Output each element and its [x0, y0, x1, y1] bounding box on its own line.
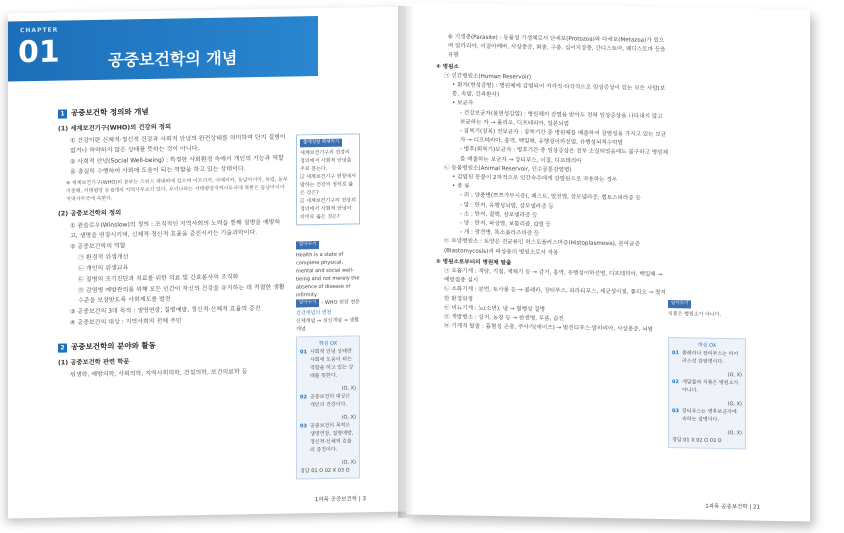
right-text-line: ㉡ 소화기계 : 분변, 토사물 등 → 콜레라, 장티푸스, 파라티푸스, 세균성이질, 폴리오 → 철저한 환경위생 [444, 286, 666, 303]
section-2-heading [58, 339, 288, 353]
chapter-title: 공중보건학의 개념 [108, 48, 238, 70]
subsection-related-fields: (1) 공중보건학 관련 학문 [58, 358, 130, 367]
right-quiz-ox-2: (O, X) [727, 401, 742, 408]
side-exam-trend [296, 133, 360, 225]
side-health-tag: 알아두기 [296, 241, 319, 249]
right-text-line: • 감염된 동물이 2차적으로 인간숙주에게 감염원으로 작용하는 경우 [452, 174, 618, 184]
right-quiz-item-1: 01 콜레라나 장티푸스는 바이러스성 감염병이다. [672, 350, 739, 366]
left-main-column [58, 105, 288, 382]
right-text-line: - 개 : 광견병, 톡소플라즈마증 등 [460, 229, 540, 238]
def-item-8: ④ 공중보건의 대상 : 지역사회의 전체 주민 [70, 317, 182, 327]
section-2-title: 공중보건학의 분야와 활동 [71, 340, 156, 352]
side-concept-tag: 알아두기 [296, 299, 319, 307]
chapter-label: CHAPTER [20, 26, 59, 35]
side-health-concept [296, 297, 360, 333]
left-page-footer: 1과목 공중보건학 | 3 [314, 496, 366, 504]
right-quiz-ox-3: (O, X) [727, 430, 742, 437]
right-text-line: ㉡ 동물병원소(Animal Reservoir, 인수공통감염병) [444, 164, 572, 174]
def-item-5: ㉢ 질병의 조기진단과 치료를 위한 의료 및 간호봉사의 조직화 [78, 273, 239, 284]
left-quiz-ox-2: (O, X) [341, 414, 356, 421]
side-exam-check-2: ☑ 세계보건기구의 건강의 정의에서 사회적 안녕의 의미로 옳은 것은? [300, 197, 356, 221]
chapter-number: 01 [18, 34, 60, 71]
side-exam-check-1: ☑ 세계보건기구 헌장에서 말하는 건강의 정의로 옳은 것은? [300, 173, 356, 197]
right-text-line: ㉢ 비뇨기계 : 뇨(소변), 냉 → 혈행성 질병 [444, 305, 546, 313]
right-text-line: ㉤ 기계적 탈출 : 흡혈성 곤충, 주사기(에이즈) → 발진티푸스·말라리아, 사상충증, 뇌염 [444, 323, 653, 334]
side-health-text: Health is a state of complete physical, mental and social well-being and not merely the absence of disease or infirmity. [296, 251, 360, 299]
right-side-note-text: 식품은 병원소가 아니다. [668, 311, 722, 318]
left-quiz-ox-1: (O, X) [341, 385, 356, 392]
right-quiz-item-2: 02 개달물과 식품은 병원소가 아니다. [672, 379, 739, 394]
right-text-line: - 쥐 : 양충병(쯔쯔가무시증), 페스트, 발진열, 살모넬라증, 렙토스피라증 등 [460, 192, 641, 203]
left-quiz-answer: 정답 01 O 02 X 03 O [300, 467, 350, 475]
right-text-line: - 양 : 탄저, 파상열, 보툴리즘, Q열 등 [460, 220, 551, 229]
right-text-line: • 보균자 [452, 100, 474, 108]
right-text-line: - 말 : 탄저, 유행성뇌염, 살모넬라증 등 [460, 202, 554, 210]
right-text-line: ㉢ 토양병원소 : 토양은 진균류인 히스토플라스마증(Histoplasmosis), 분아균증(Blastomycosis)과 파상풍의 병원소로서 작용 [444, 238, 640, 256]
left-quiz-ox-3: (O, X) [341, 459, 356, 466]
left-page [8, 7, 406, 519]
side-exam-trend-text: 세계보건기구의 건강의 정의에서 사회적 안녕을 주로 묻는다. [300, 149, 352, 173]
related-fields-text: 위생학, 예방의학, 사회의학, 지역사회의학, 건설의학, 보건의료학 등 [70, 368, 248, 379]
side-concept-text: 신체개념 → 심신개념 → 생활개념 [296, 317, 360, 333]
section-1-number: 1 [58, 109, 67, 118]
def-item-2: ② 공중보건학의 역할 [70, 242, 126, 251]
right-page [406, 2, 810, 521]
right-text-line: - 건강보균자(불현성감염) : 병원체의 감염을 받아도 전혀 임상증상을 나타내지 않고 보균하는 자 → 폴리오, 디프테리아, 일본뇌염 [460, 110, 663, 128]
right-page-footer: 1과목 공중보건학 | 21 [705, 503, 760, 511]
side-exam-trend-tag: 출제경향 확체킥기 [300, 139, 342, 148]
right-text-line: - 병후(회복기)보균자 : 병후기간 중 임상증상은 전부 소실되었음에도 불구하고 병원체를 배출하는 보균자 → 장티푸스, 이질, 디프테리아 [460, 146, 668, 165]
chapter-banner [8, 16, 318, 81]
def-item-7: ③ 공중보건의 3대 목적 : 생명연장, 질병예방, 정신적·신체적 효율의 증진 [70, 305, 261, 316]
who-note: ※ 세계보건기구(WHO)의 본부는 스위스 제네바에 있으며 아프리카, 아메리카, 동남아시아, 유럽, 동부지중해, 서태평양 등 6개의 지역사무소가 있다. 우리나라는 서태평양지역사무국에 북한은 동남아시아지역사무국에 속한다. [66, 176, 288, 203]
right-quiz-ox-1: (O, X) [727, 372, 742, 379]
right-text-line: ⑥ 기생충(Parasite) : 동물성 기생체로서 단세포(Protozoa)와 다세포(Metazoa)가 있으며 말라리아, 이질아메바, 사상충증, 회충, 구충, 십이지장충, 간디스토마, 폐디스토마 등을 유발 [448, 34, 666, 59]
left-quiz-item-1: 01 사회적 안녕 상태란 사회에 도움이 되는 역할을 하고 있는 상태를 뜻한다. [300, 348, 354, 380]
left-quiz-item-2: 02 공중보건의 대상은 개인의 건강이다. [300, 393, 351, 409]
right-text-line: • 환자(현성감염) : 병원체에 감염되어 자각적·타각적으로 임상증상이 있는 모든 사람(보통, 속발, 간과환자) [452, 82, 666, 99]
def-item-6: ㉣ 감염병 예방관리를 위해 모든 인간이 자신의 건강을 유지하는 데 적절한 생활수준을 보장받도록 사회제도를 발전 [78, 283, 285, 305]
left-quiz-tag: 핵심 OX [318, 340, 338, 348]
right-quiz-tag: 핵심 OX [697, 342, 717, 349]
who-item-1: ① 건강이란 신체적·정신적 건강과 사회적 안녕의 완전상태를 의미하며 단지 질병이 없거나 허약하지 않은 상태를 뜻하는 것이 아니다. [70, 133, 286, 155]
section-1-heading [58, 105, 288, 119]
right-text-line: ⑤ 병원소로부터의 병원체 탈출 [436, 258, 512, 267]
subsection-public-health-definition: (2) 공중보건학의 정의 [58, 209, 122, 218]
def-item-3: ㉠ 환경적 위생개선 [78, 253, 129, 262]
who-item-2: ② 사회적 안녕(Social Well-being) : 특정한 사회환경 속에서 개인의 기능과 역할을 충실히 수행하여 사회에 도움이 되는 역할을 하고 있는 상태이다. [70, 154, 284, 176]
def-item-1: ① 윈슬로우(Winslow)의 정의 : 조직적인 지역사회의 노력을 통해 질병을 예방하고, 생명을 연장시키며, 신체적·정신적 효율을 증진시키는 기술과학이다. [70, 218, 281, 240]
side-concept-title: 건강개념의 변천 [296, 309, 332, 317]
left-quiz-item-3: 03 공중보건의 목적은 생명연장, 질병예방, 정신적·신체적 효율의 증진이다. [300, 422, 354, 454]
right-text-line: ④ 병원소 [436, 63, 459, 71]
right-text-line: - 잠복기(잠복) 전보균자 : 잠복기간 중 병원체를 배출하여 감염성을 가지고 있는 보균자 → 디프테리아, 홍역, 백일해, 유행성이하선염, 유행성뇌척수막염 [460, 128, 667, 147]
book-gutter-shadow [398, 6, 414, 518]
right-quiz-item-3: 03 장티푸스는 병후보균자에 속하는 질병이다. [672, 408, 737, 423]
right-side-note-tag: 알아두기 [668, 300, 691, 308]
right-side-note [668, 299, 746, 319]
right-text-line: • 종 류 [452, 183, 470, 190]
left-quiz-box [296, 335, 360, 479]
right-text-line: - 소 : 탄저, 결핵, 살모넬라증 등 [460, 211, 538, 219]
right-quiz-answer: 정답 01 X 02 O 03 O [672, 437, 722, 444]
right-text-line: ㉠ 인간병원소(Human Reservoir) [444, 72, 532, 81]
right-text-line: ㉣ 개방병소 : 상처, 농창 등 → 한센병, 무좀, 습진 [444, 314, 564, 323]
def-item-4: ㉡ 개인의 위생교육 [78, 264, 129, 273]
subsection-who-definition: (1) 세계보건기구(WHO)의 건강의 정의 [58, 123, 172, 133]
section-1-title: 공중보건학 정의와 개념 [71, 107, 149, 118]
right-text-line: ㉠ 호흡기계 : 객담, 기침, 재채기 등 → 감기, 홍역, 유행성이하선염, 디프테리아, 백일해 → 예방접종 실시 [444, 268, 663, 285]
side-health-source: - WHO 헌장 전문 [321, 299, 360, 307]
right-main-column [436, 33, 668, 336]
section-2-number: 2 [58, 343, 67, 352]
right-quiz-box [668, 337, 746, 449]
